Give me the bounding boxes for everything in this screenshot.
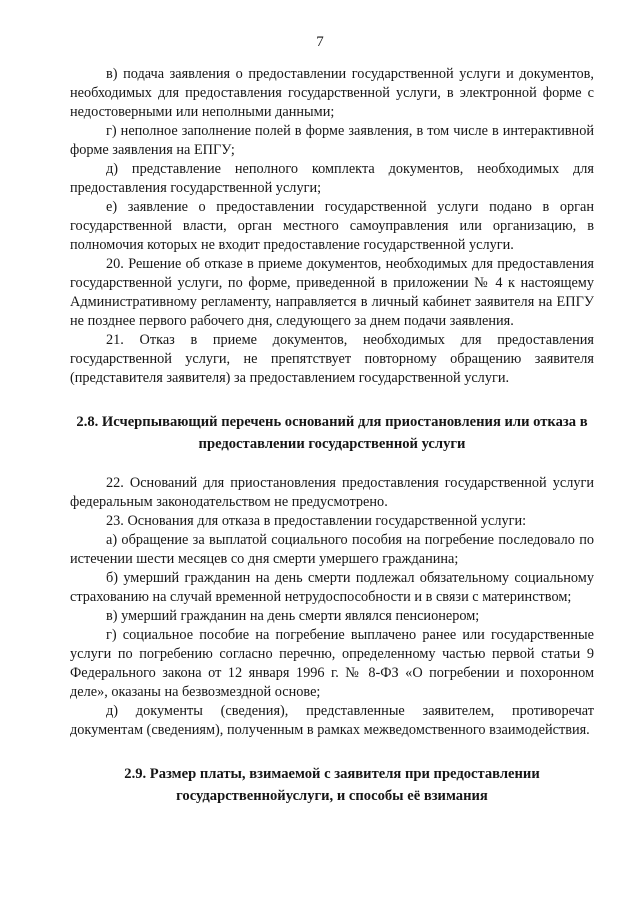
paragraph-item-d: д) представление неполного комплекта документов, необходимых для предоставления государственной услуги; (70, 161, 594, 196)
section-heading-2-9: 2.9. Размер платы, взимаемой с заявителя при предоставлении государственнойуслуги, и способы её взимания (124, 766, 540, 804)
document-body (70, 65, 594, 807)
paragraph-item-e: е) заявление о предоставлении государственной услуги подано в орган государственной власти, орган местного самоуправления или организацию, в полномочия которых не входит предоставление государственной услуги. (70, 199, 594, 253)
paragraph-23: 23. Основания для отказа в предоставлении государственной услуги: (106, 513, 527, 529)
page-number: 7 (316, 34, 324, 50)
paragraph-23-g: г) социальное пособие на погребение выплачено ранее или государственные услуги по погребению согласно перечню, определенному частью первой статьи 9 Федерального закона от 12 января 1996 г. № 8-ФЗ «О погребении и похоронном деле», оказаны на безвозмездной основе; (70, 627, 594, 700)
section-heading-2-8: 2.8. Исчерпывающий перечень оснований для приостановления или отказа в предоставлении государственной услуги (76, 414, 588, 452)
paragraph-22: 22. Оснований для приостановления предоставления государственной услуги федеральным законодательством не предусмотрено. (70, 475, 594, 510)
paragraph-23-v: в) умерший гражданин на день смерти являлся пенсионером; (106, 608, 480, 624)
paragraph-21: 21. Отказ в приеме документов, необходимых для предоставления государственной услуги, не препятствует повторному обращению заявителя (представителя заявителя) за предоставлением государственной услуги. (70, 332, 594, 386)
paragraph-20: 20. Решение об отказе в приеме документов, необходимых для предоставления государственной услуги, по форме, приведенной в приложении № 4 к настоящему Административному регламенту, направляется в личный кабинет заявителя на ЕПГУ не позднее первого рабочего дня, следующего за днем подачи заявления. (70, 256, 594, 329)
paragraph-item-g: г) неполное заполнение полей в форме заявления, в том числе в интерактивной форме заявления на ЕПГУ; (70, 123, 594, 158)
paragraph-23-a: а) обращение за выплатой социального пособия на погребение последовало по истечении шести месяцев со дня смерти умершего гражданина; (70, 532, 594, 567)
paragraph-item-v: в) подача заявления о предоставлении государственной услуги и документов, необходимых для предоставления государственной услуги, в электронной форме с недостоверными или неполными данными; (70, 66, 594, 120)
paragraph-23-d: д) документы (сведения), представленные заявителем, противоречат документам (сведениям), полученным в рамках межведомственного взаимодействия. (70, 703, 594, 738)
paragraph-23-b: б) умерший гражданин на день смерти подлежал обязательному социальному страхованию на случай временной нетрудоспособности и в связи с материнством; (70, 570, 594, 605)
